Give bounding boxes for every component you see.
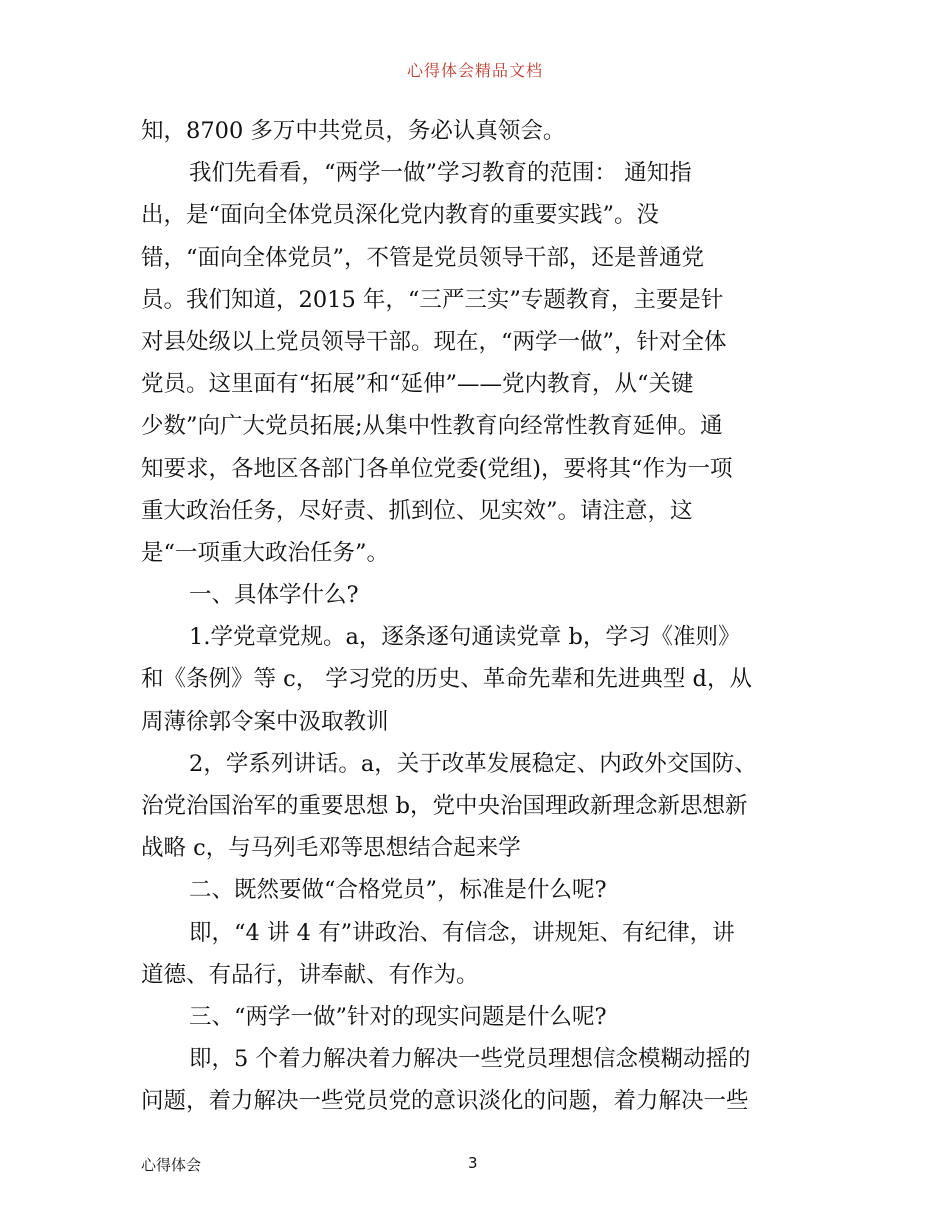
page-header-title: 心得体会精品文档 (406, 61, 543, 80)
text-line: 治党治国治军的重要思想 b，党中央治国理政新理念新思想新 (141, 793, 748, 819)
text-line: 一、具体学什么? (189, 582, 359, 609)
text-line: 二、既然要做“合格党员”，标准是什么呢? (189, 877, 607, 904)
text-line: 战略 c，与马列毛邓等思想结合起来学 (141, 835, 521, 862)
text-line: 2，学系列讲话。a，关于改革发展稳定、内政外交国防、 (189, 750, 757, 777)
text-line: 我们先看看，“两学一做”学习教育的范围： 通知指 (189, 160, 692, 187)
text-line: 问题，着力解决一些党员党的意识淡化的问题，着力解决一些 (141, 1088, 749, 1115)
text-line: 少数”向广大党员拓展;从集中性教育向经常性教育延伸。通 (141, 413, 723, 440)
page-number: 3 (468, 1154, 478, 1172)
footer-label: 心得体会 (141, 1156, 202, 1174)
text-line: 1.学党章党规。a，逐条逐句通读党章 b，学习《准则》 (189, 624, 741, 651)
text-line: 党员。这里面有“拓展”和“延伸”——党内教育，从“关键 (141, 371, 694, 398)
text-line: 周薄徐郭令案中汲取教训 (141, 708, 389, 735)
text-line: 道德、有品行，讲奉献、有作为。 (141, 961, 479, 988)
text-line: 知要求，各地区各部门各单位党委(党组)，要将其“作为一项 (141, 455, 733, 482)
document-body (141, 110, 811, 1123)
text-line: 知，8700 多万中共党员，务必认真领会。 (141, 118, 566, 144)
text-line: 出，是“面向全体党员深化党内教育的重要实践”。没 (141, 202, 660, 229)
text-line: 即，5 个着力解决着力解决一些党员理想信念模糊动摇的 (189, 1046, 751, 1073)
text-line: 三、“两学一做”针对的现实问题是什么呢? (189, 1003, 607, 1030)
text-line: 重大政治任务，尽好责、抓到位、见实效”。请注意，这 (141, 497, 693, 524)
text-line: 错，“面向全体党员”，不管是党员领导干部，还是普通党 (141, 244, 705, 271)
text-line: 即，“4 讲 4 有”讲政治、有信念，讲规矩、有纪律，讲 (189, 919, 735, 946)
text-line: 员。我们知道，2015 年，“三严三实”专题教育，主要是针 (141, 286, 724, 313)
text-line: 是“一项重大政治任务”。 (141, 539, 390, 566)
text-line: 和《条例》等 c， 学习党的历史、革命先辈和先进典型 d，从 (141, 666, 752, 693)
text-line: 对县处级以上党员领导干部。现在，“两学一做”，针对全体 (141, 328, 727, 355)
